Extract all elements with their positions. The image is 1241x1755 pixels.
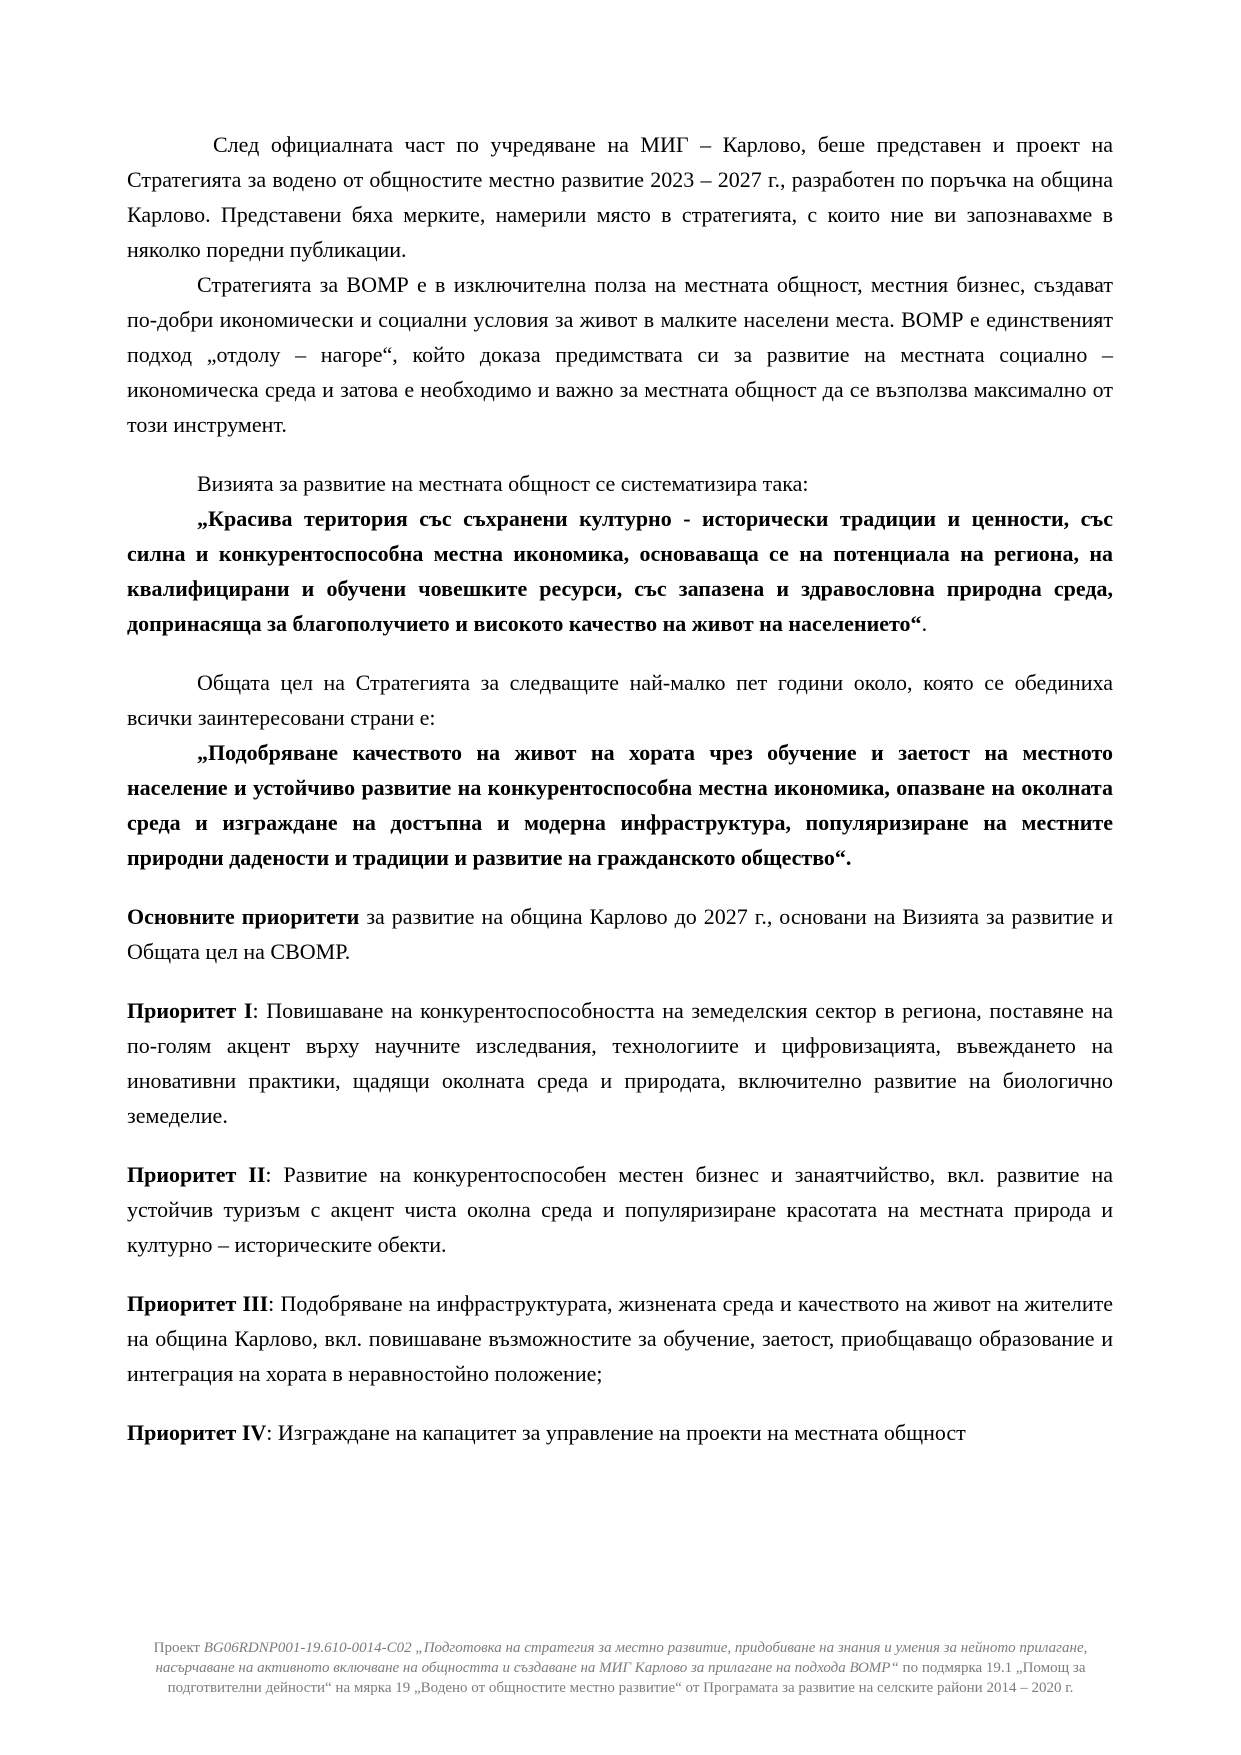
- paragraph-priority-2: [127, 1157, 1113, 1262]
- document-body: [127, 127, 1113, 1450]
- footer-text-run: Проект: [153, 1640, 204, 1656]
- paragraph-priority-3: [127, 1286, 1113, 1391]
- text-run-bold: Приоритет I: [127, 998, 253, 1023]
- text-run-bold: Приоритет II: [127, 1162, 266, 1187]
- text-run-bold: „Подобряване качеството на живот на хората чрез обучение и заетост на местното население и устойчиво развитие на конкурентоспособна местна икономика, опазване на околната среда и изграждане на достъпна и модерна инфраструктура, популяризиране на местните природни дадености и традиции и развитие на гражданското общество“.: [127, 740, 1113, 870]
- text-run-bold: Приоритет IV: [127, 1420, 267, 1445]
- text-run: : Подобряване на инфраструктурата, жизнената среда и качеството на живот на жителите на община Карлово, вкл. повишаване възможностите за обучение, заетост, приобщаващо образование и интеграция на хората в неравностойно положение;: [127, 1291, 1113, 1386]
- text-run-bold: Приоритет III: [127, 1291, 269, 1316]
- text-run: Общата цел на Стратегията за следващите най-малко пет години около, която се обединиха всички заинтересовани страни е:: [127, 670, 1113, 730]
- text-run-bold: „Красива територия със съхранени културно - исторически традиции и ценности, със силна и конкурентоспособна местна икономика, основаваща се на потенциала на региона, на квалифицирани и обучени човешките ресурси, със запазена и здравословна природна среда, допринасяща за благополучието и високото качество на живот на населението“: [127, 506, 1113, 636]
- paragraph-priorities-intro: [127, 899, 1113, 969]
- text-run: : Развитие на конкурентоспособен местен бизнес и занаятчийство, вкл. развитие на устойчив туризъм с акцент чиста околна среда и популяризиране красотата на местната природа и културно – историческите обекти.: [127, 1162, 1114, 1257]
- text-run: Стратегията за ВОМР е в изключителна полза на местната общност, местния бизнес, създават по-добри икономически и социални условия за живот в малките населени места. ВОМР е единственият подход „отдолу – нагоре“, който доказа предимствата си за развитие на местната социално – икономическа среда и затова е необходимо и важно за местната общност да се възползва максимално от този инструмент.: [127, 272, 1113, 437]
- paragraph-vision-statement: [127, 501, 1113, 641]
- paragraph-priority-4: [127, 1415, 1113, 1450]
- paragraph-intro: [127, 127, 1113, 267]
- text-run: .: [921, 611, 928, 636]
- text-run: След официалната част по учредяване на МИГ – Карлово, беше представен и проект на Стратегията за водено от общностите местно развитие 2023 – 2027 г., разработен по поръчка на община Карлово. Представени бяха мерките, намерили място в стратегията, с които ние ви запознавахме в няколко поредни публикации.: [127, 132, 1113, 262]
- text-run: Визията за развитие на местната общност се систематизира така:: [197, 471, 809, 496]
- text-run-bold: Основните приоритети: [127, 904, 360, 929]
- text-run: за развитие на община Карлово до 2027 г., основани на Визията за развитие и Общата цел на СВОМР.: [127, 904, 1113, 964]
- text-run: : Повишаване на конкурентоспособността на земеделския сектор в региона, поставяне на по-голям акцент върху научните изследвания, технологиите и цифровизацията, въвеждането на иновативни практики, щадящи околната среда и природата, включително развитие на биологично земеделие.: [127, 998, 1113, 1128]
- paragraph-priority-1: [127, 993, 1113, 1133]
- page-footer: [120, 1638, 1121, 1698]
- footer-text-run: по подмярка 19.1 „Помощ за подготвителни дейности“ на мярка 19 „Водено от общностите местно развитие“ от Програмата за развитие на селските райони 2014 – 2020 г.: [167, 1660, 1086, 1696]
- paragraph-goal-intro: [127, 665, 1113, 735]
- paragraph-vision-intro: [127, 466, 1113, 501]
- paragraph-goal-statement: [127, 735, 1113, 875]
- footer-project-code-italic: BG06RDNP001-19.610-0014-C02 „Подготовка на стратегия за местно развитие, придобиване на знания и умения за нейното прилагане, насърчаване на активното включване на общността и създаване на МИГ Карлово за прилагане на подхода ВОМР“: [155, 1640, 1088, 1676]
- paragraph-strategy-benefit: [127, 267, 1113, 442]
- text-run: : Изграждане на капацитет за управление на проекти на местната общност: [266, 1420, 966, 1445]
